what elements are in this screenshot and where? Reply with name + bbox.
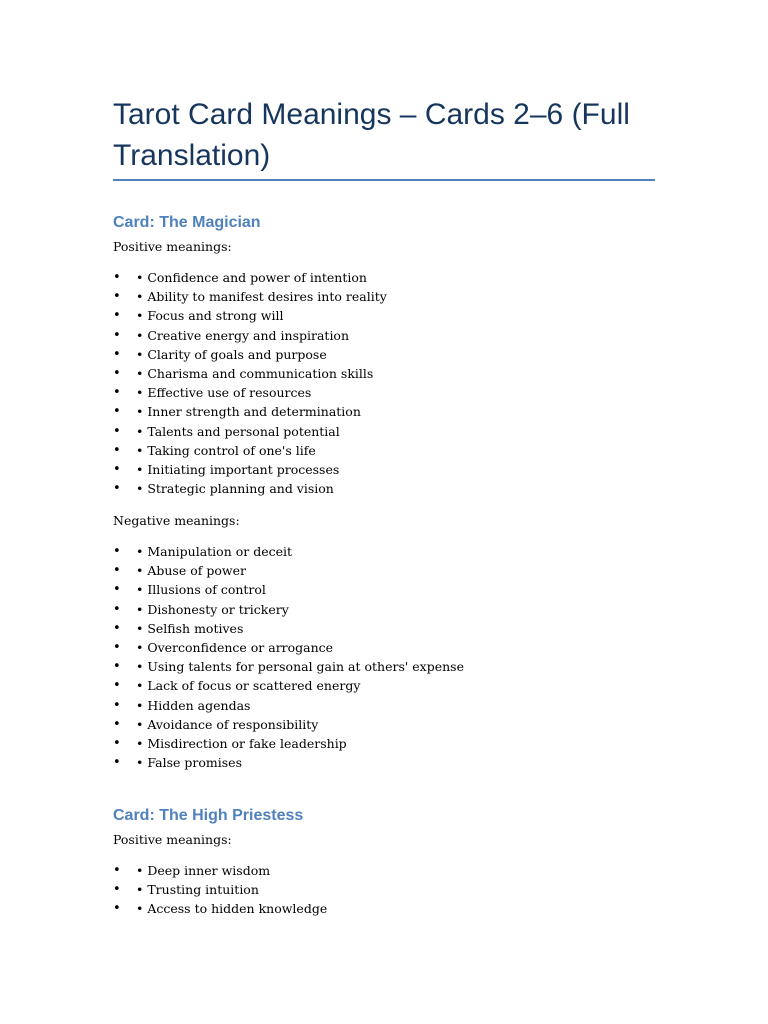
positive-label-magician: Positive meanings: [113,239,232,254]
list-item-text: • Trusting intuition [136,882,259,898]
list-item-text: • Access to hidden knowledge [136,901,328,917]
bullet-icon: • [113,442,121,458]
bullet-icon: • [113,365,121,381]
list-item-text: • Clarity of goals and purpose [136,346,327,362]
list-item-text: • Misdirection or fake leadership [136,735,347,751]
title-divider [113,179,655,181]
bullet-icon: • [113,882,121,898]
list-item-text: • Taking control of one's life [136,442,316,458]
list-item-text: • Illusions of control [136,582,266,598]
list-item-text: • Effective use of resources [136,385,312,401]
list-item-text: • Manipulation or deceit [136,544,293,559]
bullet-icon: • [113,697,121,713]
list-item-text: • Selfish motives [136,620,244,636]
bullet-icon: • [113,755,121,771]
list-item-text: • Ability to manifest desires into reality [136,289,387,305]
list-item-text: • False promises [136,755,242,771]
list-item-text: • Strategic planning and vision [136,481,334,497]
list-item-text: • Using talents for personal gain at others' expense [136,659,464,675]
bullet-icon: • [113,544,121,559]
list-item-text: • Dishonesty or trickery [136,601,289,617]
bullet-icon: • [113,620,121,636]
bullet-icon: • [113,346,121,362]
list-item-text: • Confidence and power of intention [136,270,367,285]
list-item-text: • Inner strength and determination [136,404,361,420]
list-item-text: • Charisma and communication skills [136,365,374,381]
list-item-text: • Talents and personal potential [136,423,340,439]
card-heading-magician: Card: The Magician [113,214,261,231]
bullet-icon: • [113,563,121,579]
bullet-icon: • [113,716,121,732]
document-title: Tarot Card Meanings – Cards 2–6 (Full Translation) [113,98,630,172]
card-heading-high-priestess: Card: The High Priestess [113,807,304,824]
bullet-icon: • [113,639,121,655]
positive-label-high-priestess: Positive meanings: [113,832,232,847]
list-item-text: • Initiating important processes [136,461,340,477]
list-item-text: • Avoidance of responsibility [136,716,319,732]
bullet-icon: • [113,423,121,439]
negative-label-magician: Negative meanings: [113,513,240,528]
list-item-text: • Lack of focus or scattered energy [136,678,361,694]
bullet-icon: • [113,678,121,694]
bullet-icon: • [113,385,121,401]
bullet-icon: • [113,289,121,305]
list-item-text: • Overconfidence or arrogance [136,639,334,655]
bullet-icon: • [113,601,121,617]
bullet-icon: • [113,901,121,917]
bullet-icon: • [113,327,121,343]
bullet-icon: • [113,308,121,324]
list-item-text: • Creative energy and inspiration [136,327,350,343]
list-item-text: • Hidden agendas [136,697,251,713]
bullet-icon: • [113,735,121,751]
bullet-icon: • [113,582,121,598]
bullet-icon: • [113,659,121,675]
bullet-icon: • [113,863,121,878]
bullet-icon: • [113,270,121,285]
bullet-icon: • [113,404,121,420]
list-item-text: • Deep inner wisdom [136,863,271,878]
bullet-icon: • [113,461,121,477]
bullet-icon: • [113,481,121,497]
list-item-text: • Focus and strong will [136,308,284,324]
list-item-text: • Abuse of power [136,563,246,579]
